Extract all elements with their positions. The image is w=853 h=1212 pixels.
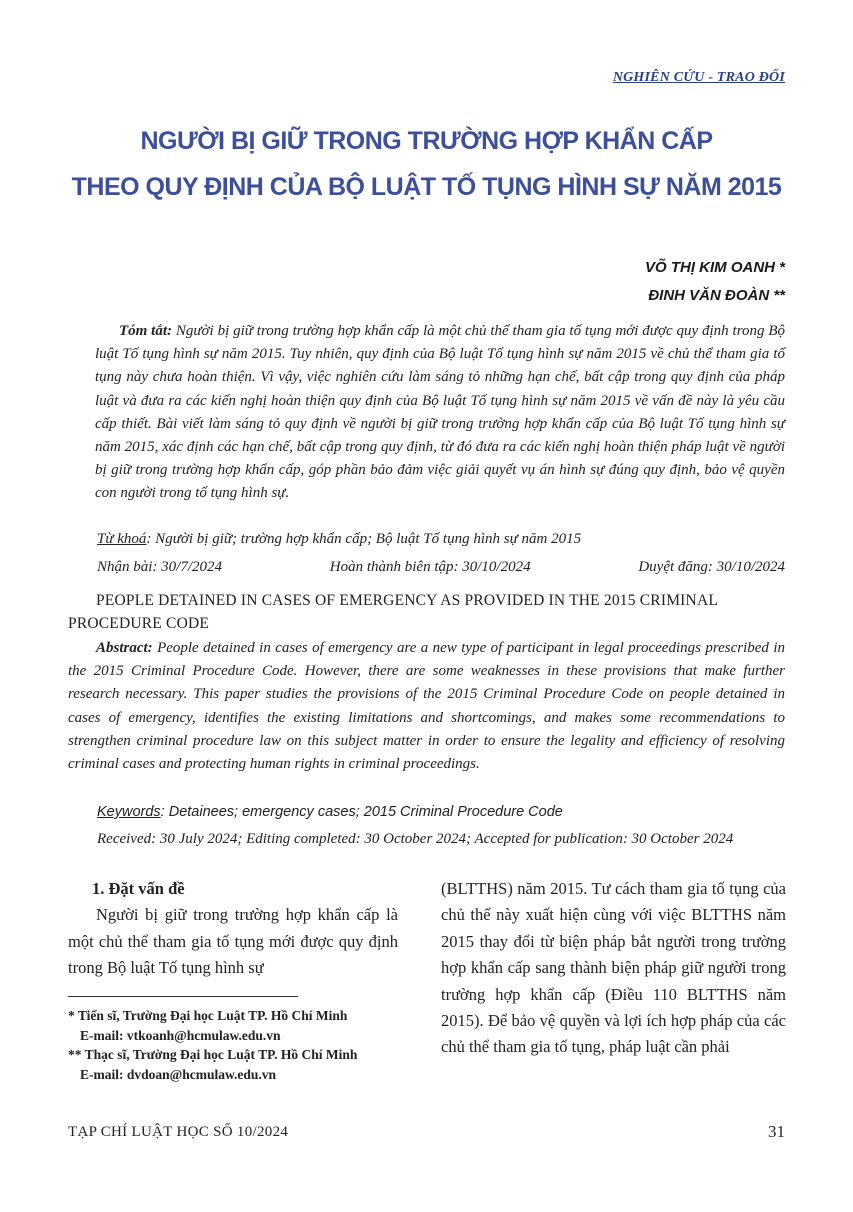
keywords-vi-text: : Người bị giữ; trường hợp khẩn cấp; Bộ luật Tố tụng hình sự năm 2015: [146, 531, 582, 547]
keywords-vietnamese: [97, 531, 581, 548]
keywords-vi-label: Từ khoá: [97, 531, 147, 547]
abstract-vi-text: Người bị giữ trong trường hợp khẩn cấp là một chủ thể tham gia tố tụng mới được quy định trong Bộ luật Tố tụng hình sự năm 2015. Tuy nhiên, quy định của Bộ luật Tố tụng hình sự năm 2015 về chủ thể tham gia tố tụng này chưa hoàn thiện. Vì vậy, việc nghiên cứu làm sáng tỏ những hạn chế, bất cập trong quy định của pháp luật và đưa ra các kiến nghị hoàn thiện quy định của Bộ luật Tố tụng hình sự năm 2015 về vấn đề này là yêu cầu cấp thiết. Bài viết làm sáng tỏ quy định về người bị giữ trong trường hợp khẩn cấp của Bộ luật Tố tụng hình sự năm 2015, xác định các hạn chế, bất cập trong quy định, từ đó đưa ra các kiến nghị hoàn thiện pháp luật về người bị giữ trong trường hợp khẩn cấp, góp phần bảo đảm việc giải quyết vụ án hình sự đúng quy định, bảo vệ quyền con người trong tố tụng hình sự.: [95, 323, 785, 502]
body-paragraph-left: Người bị giữ trong trường hợp khẩn cấp là một chủ thể tham gia tố tụng mới được quy định trong Bộ luật Tố tụng hình sự: [68, 905, 398, 978]
dates-english: Received: 30 July 2024; Editing completed: 30 October 2024; Accepted for publication: 30 October 2024: [97, 831, 734, 847]
page-number: 31: [768, 1122, 785, 1141]
english-title: PEOPLE DETAINED IN CASES OF EMERGENCY AS PROVIDED IN THE 2015 CRIMINAL PROCEDURE CODE: [68, 592, 718, 632]
abstract-vi-label: Tóm tắt:: [119, 323, 173, 339]
footnote-1: * Tiến sĩ, Trường Đại học Luật TP. Hồ Chí Minh: [68, 1008, 348, 1023]
footnote-divider: [68, 996, 298, 997]
body-column-left: [68, 876, 398, 982]
date-edited-vi: Hoàn thành biên tập: 30/10/2024: [329, 559, 531, 575]
footnote-2-email: E-mail: dvdoan@hcmulaw.edu.vn: [80, 1066, 276, 1082]
body-paragraph-right: (BLTTHS) năm 2015. Tư cách tham gia tố tụng của chủ thể này xuất hiện cùng với việc BLTTHS năm 2015 thay đổi từ biện pháp bắt người trong trường hợp khẩn cấp sang thành biện pháp giữ người trong trường hợp khẩn cấp (Điều 110 BLTTHS năm 2015). Để bảo vệ quyền và lợi ích hợp pháp của các chủ thể tham gia tố tụng, pháp luật cần phải: [441, 879, 786, 1057]
abstract-en-label: Abstract:: [96, 640, 153, 656]
article-title-line-2: THEO QUY ĐỊNH CỦA BỘ LUẬT TỐ TỤNG HÌNH SỰ NĂM 2015: [71, 173, 782, 201]
abstract-english: [68, 637, 785, 776]
abstract-en-text: People detained in cases of emergency are a new type of participant in legal proceedings prescribed in the 2015 Criminal Procedure Code. However, there are some weaknesses in these provisions that make further research necessary. This paper studies the provisions of the 2015 Criminal Procedure Code on people detained in cases of emergency, identifies the existing limitations and shortcomings, and makes some recommendations to strengthen criminal procedure law on this subject matter in order to ensure the legality and efficiency of resolving criminal cases and protecting human rights in criminal proceedings.: [68, 640, 785, 773]
keywords-en-label: Keywords: [97, 804, 161, 820]
section-heading: 1. Đặt vấn đề: [92, 879, 185, 898]
date-received-vi: Nhận bài: 30/7/2024: [97, 559, 223, 575]
footnotes: [68, 1006, 428, 1084]
journal-name: TẠP CHÍ LUẬT HỌC SỐ 10/2024: [68, 1124, 289, 1140]
footnote-2: ** Thạc sĩ, Trường Đại học Luật TP. Hồ Chí Minh: [68, 1047, 358, 1062]
date-accepted-vi: Duyệt đăng: 30/10/2024: [638, 559, 785, 575]
body-column-right: [441, 876, 786, 1061]
keywords-en-text: : Detainees; emergency cases; 2015 Criminal Procedure Code: [160, 804, 563, 820]
keywords-english: [97, 804, 563, 820]
author-2: ĐINH VĂN ĐOÀN **: [648, 287, 785, 304]
abstract-vietnamese: [95, 320, 785, 506]
article-title-line-1: NGƯỜI BỊ GIỮ TRONG TRƯỜNG HỢP KHẨN CẤP: [140, 127, 713, 155]
author-1: VÕ THỊ KIM OANH *: [644, 259, 785, 276]
dates-vietnamese: [97, 559, 785, 576]
section-label: NGHIÊN CỨU - TRAO ĐỔI: [612, 70, 785, 85]
footnote-1-email: E-mail: vtkoanh@hcmulaw.edu.vn: [80, 1027, 281, 1043]
